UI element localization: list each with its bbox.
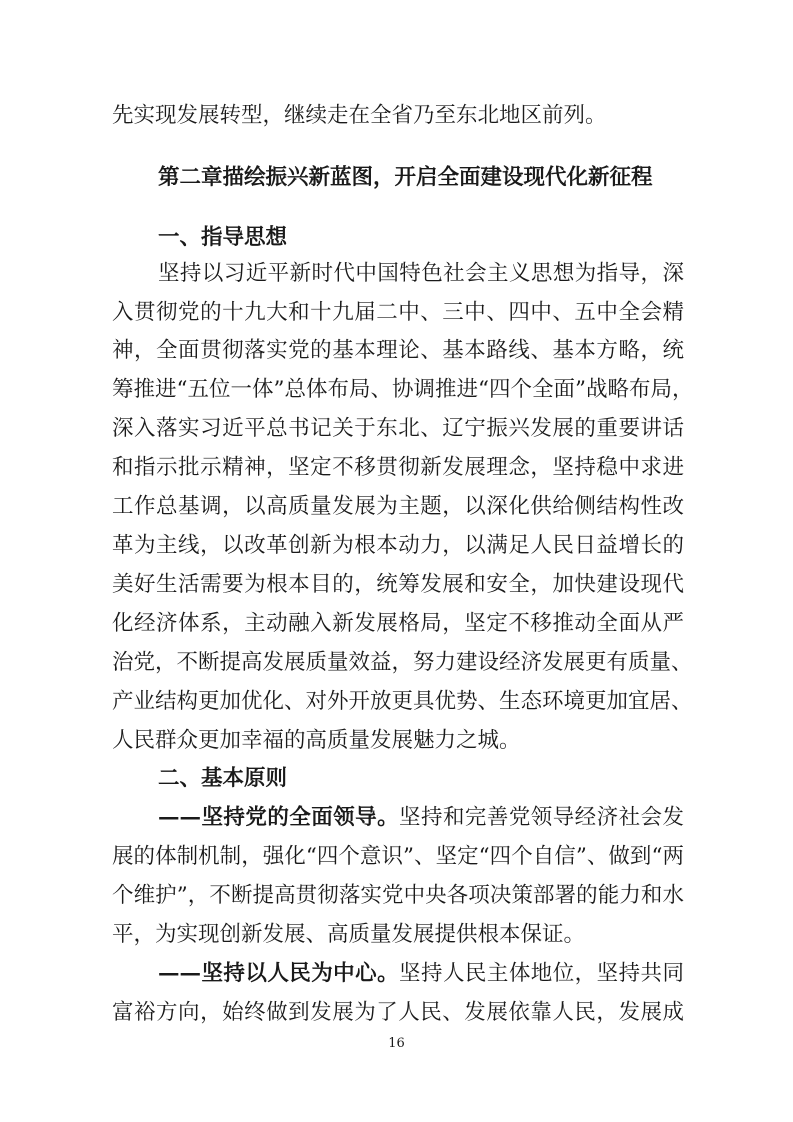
paragraph-line: 治党，不断提高发展质量效益，努力建设经济发展更有质量、	[112, 650, 693, 675]
paragraph-line: 人民群众更加幸福的高质量发展魅力之城。	[112, 728, 521, 753]
paragraph-line: 坚持以习近平新时代中国特色社会主义思想为指导，深	[158, 261, 684, 286]
principle-2-text: 坚持人民主体地位，坚持共同	[399, 961, 684, 986]
paragraph-line: 筹推进“五位一体”总体布局、协调推进“四个全面”战略布局，	[112, 377, 694, 402]
paragraph-line: 平，为实现创新发展、高质量发展提供根本保证。	[112, 922, 586, 947]
page-number: 16	[388, 1036, 405, 1051]
paragraph-line: 展的体制机制，强化“四个意识”、坚定“四个自信”、做到“两	[112, 844, 684, 869]
paragraph-line: 工作总基调，以高质量发展为主题，以深化供给侧结构性改	[112, 494, 684, 519]
intro-line: 先实现发展转型，继续走在全省乃至东北地区前列。	[112, 103, 607, 128]
paragraph-line: 神，全面贯彻落实党的基本理论、基本路线、基本方略，统	[112, 338, 684, 363]
section-heading-basic-principles: 二、基本原则	[158, 766, 288, 791]
principle-2-first-line	[158, 960, 684, 988]
paragraph-line: 富裕方向，始终做到发展为了人民、发展依靠人民，发展成	[112, 1000, 684, 1025]
principle-1-text: 坚持和完善党领导经济社会发	[399, 805, 684, 830]
section-heading-guiding-thought: 一、指导思想	[158, 225, 288, 250]
paragraph-line: 和指示批示精神，坚定不移贯彻新发展理念，坚持稳中求进	[112, 455, 684, 480]
paragraph-line: 个维护”，不断提高贯彻落实党中央各项决策部署的能力和水	[112, 883, 684, 908]
paragraph-line: 入贯彻党的十九大和十九届二中、三中、四中、五中全会精	[112, 300, 684, 325]
paragraph-line: 化经济体系，主动融入新发展格局，坚定不移推动全面从严	[112, 611, 684, 636]
principle-1-title: ——坚持党的全面领导。	[158, 805, 400, 830]
paragraph-line: 革为主线，以改革创新为根本动力，以满足人民日益增长的	[112, 533, 684, 558]
paragraph-line: 产业结构更加优化、对外开放更具优势、生态环境更加宜居、	[112, 689, 693, 714]
principle-1-first-line	[158, 804, 684, 832]
paragraph-line: 美好生活需要为根本目的，统筹发展和安全，加快建设现代	[112, 572, 684, 597]
chapter-title: 第二章描绘振兴新蓝图，开启全面建设现代化新征程	[158, 165, 653, 190]
principle-2-title: ——坚持以人民为中心。	[158, 961, 400, 986]
paragraph-line: 深入落实习近平总书记关于东北、辽宁振兴发展的重要讲话	[112, 416, 684, 441]
